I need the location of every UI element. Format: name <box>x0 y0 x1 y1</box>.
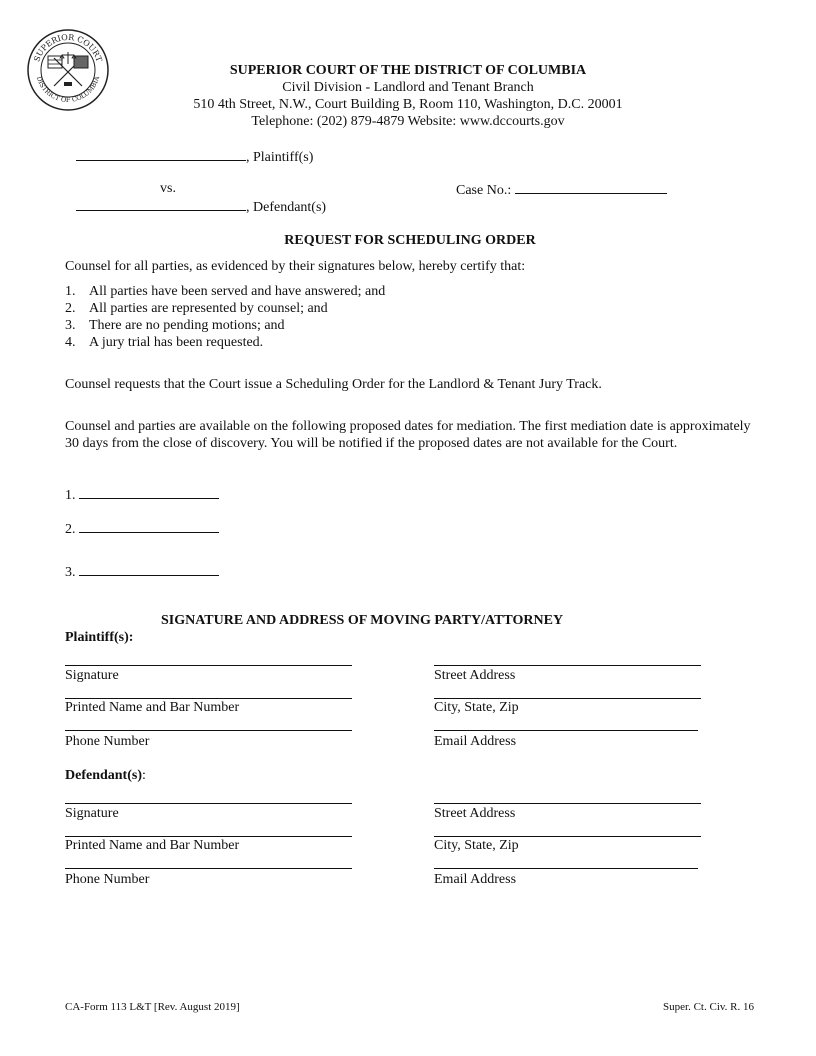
plaintiff-city-label: City, State, Zip <box>434 700 519 715</box>
plaintiff-name-label: Printed Name and Bar Number <box>65 700 240 715</box>
intro-text: Counsel for all parties, as evidenced by their signatures below, hereby certify that: <box>65 259 526 274</box>
plaintiff-email-line[interactable] <box>434 730 698 731</box>
court-address: 510 4th Street, N.W., Court Building B, Room 110, Washington, D.C. 20001 <box>193 97 623 112</box>
mediation-date-3-field[interactable] <box>79 563 219 576</box>
plaintiff-caption <box>76 148 313 166</box>
plaintiff-name-field[interactable] <box>76 148 246 161</box>
list-item: 3. There are no pending motions; and <box>65 318 285 333</box>
defendant-label: , Defendant(s) <box>246 200 327 215</box>
defendant-phone-line[interactable] <box>65 868 352 869</box>
case-number-field[interactable] <box>515 181 667 194</box>
plaintiff-phone-line[interactable] <box>65 730 352 731</box>
defendant-street-line[interactable] <box>434 803 701 804</box>
certification-list <box>65 283 385 351</box>
court-name: SUPERIOR COURT OF THE DISTRICT OF COLUMBIA <box>229 63 587 78</box>
list-item: 2. All parties are represented by counsel; and <box>65 301 328 316</box>
defendant-name-line[interactable] <box>65 836 352 837</box>
defendant-city-line[interactable] <box>434 836 701 837</box>
defendant-signature-label: Signature <box>65 806 119 821</box>
plaintiff-phone-label: Phone Number <box>65 734 150 749</box>
request-paragraph: Counsel requests that the Court issue a Scheduling Order for the Landlord & Tenant Jury Track. <box>65 377 602 392</box>
mediation-date-1-field[interactable] <box>79 486 219 499</box>
plaintiff-label: , Plaintiff(s) <box>246 150 314 165</box>
mediation-date-2: 2. <box>65 520 219 538</box>
mediation-paragraph: Counsel and parties are available on the following proposed dates for mediation. The first mediation date is approximately 30 days from the close of discovery. You will be notified if the proposed dates are not available for the Court. <box>65 419 751 451</box>
document-title: REQUEST FOR SCHEDULING ORDER <box>284 233 536 248</box>
rule-reference: Super. Ct. Civ. R. 16 <box>663 1001 754 1013</box>
defendant-email-line[interactable] <box>434 868 698 869</box>
list-item: 1. All parties have been served and have answered; and <box>65 284 386 299</box>
defendant-phone-label: Phone Number <box>65 872 150 887</box>
defendant-street-label: Street Address <box>434 806 516 821</box>
case-number <box>456 181 667 199</box>
plaintiff-name-line[interactable] <box>65 698 352 699</box>
plaintiff-heading: Plaintiff(s): <box>65 630 134 645</box>
case-number-label: Case No.: <box>456 183 512 198</box>
defendant-city-label: City, State, Zip <box>434 838 519 853</box>
plaintiff-signature-label: Signature <box>65 668 119 683</box>
mediation-date-2-field[interactable] <box>79 520 219 533</box>
defendant-heading: Defendant(s): <box>65 768 146 783</box>
plaintiff-street-label: Street Address <box>434 668 516 683</box>
plaintiff-email-label: Email Address <box>434 734 517 749</box>
plaintiff-signature-line[interactable] <box>65 665 352 666</box>
list-item: 4. A jury trial has been requested. <box>65 335 264 350</box>
division-name: Civil Division - Landlord and Tenant Branch <box>282 80 534 95</box>
seal-top-text: SUPERIOR COURT <box>32 32 104 63</box>
defendant-email-label: Email Address <box>434 872 517 887</box>
defendant-signature-line[interactable] <box>65 803 352 804</box>
court-contact: Telephone: (202) 879-4879 Website: www.dccourts.gov <box>251 114 565 129</box>
mediation-date-3: 3. <box>65 563 219 581</box>
mediation-date-1: 1. <box>65 486 219 504</box>
form-id: CA-Form 113 L&T [Rev. August 2019] <box>65 1001 240 1013</box>
plaintiff-street-line[interactable] <box>434 665 701 666</box>
plaintiff-city-line[interactable] <box>434 698 701 699</box>
seal-bottom-text: DISTRICT OF COLUMBIA <box>34 75 102 105</box>
vs-label: vs. <box>160 181 176 196</box>
signature-section-title: SIGNATURE AND ADDRESS OF MOVING PARTY/ATTORNEY <box>161 613 564 628</box>
defendant-name-label: Printed Name and Bar Number <box>65 838 240 853</box>
defendant-name-field[interactable] <box>76 198 246 211</box>
defendant-caption <box>76 198 326 216</box>
